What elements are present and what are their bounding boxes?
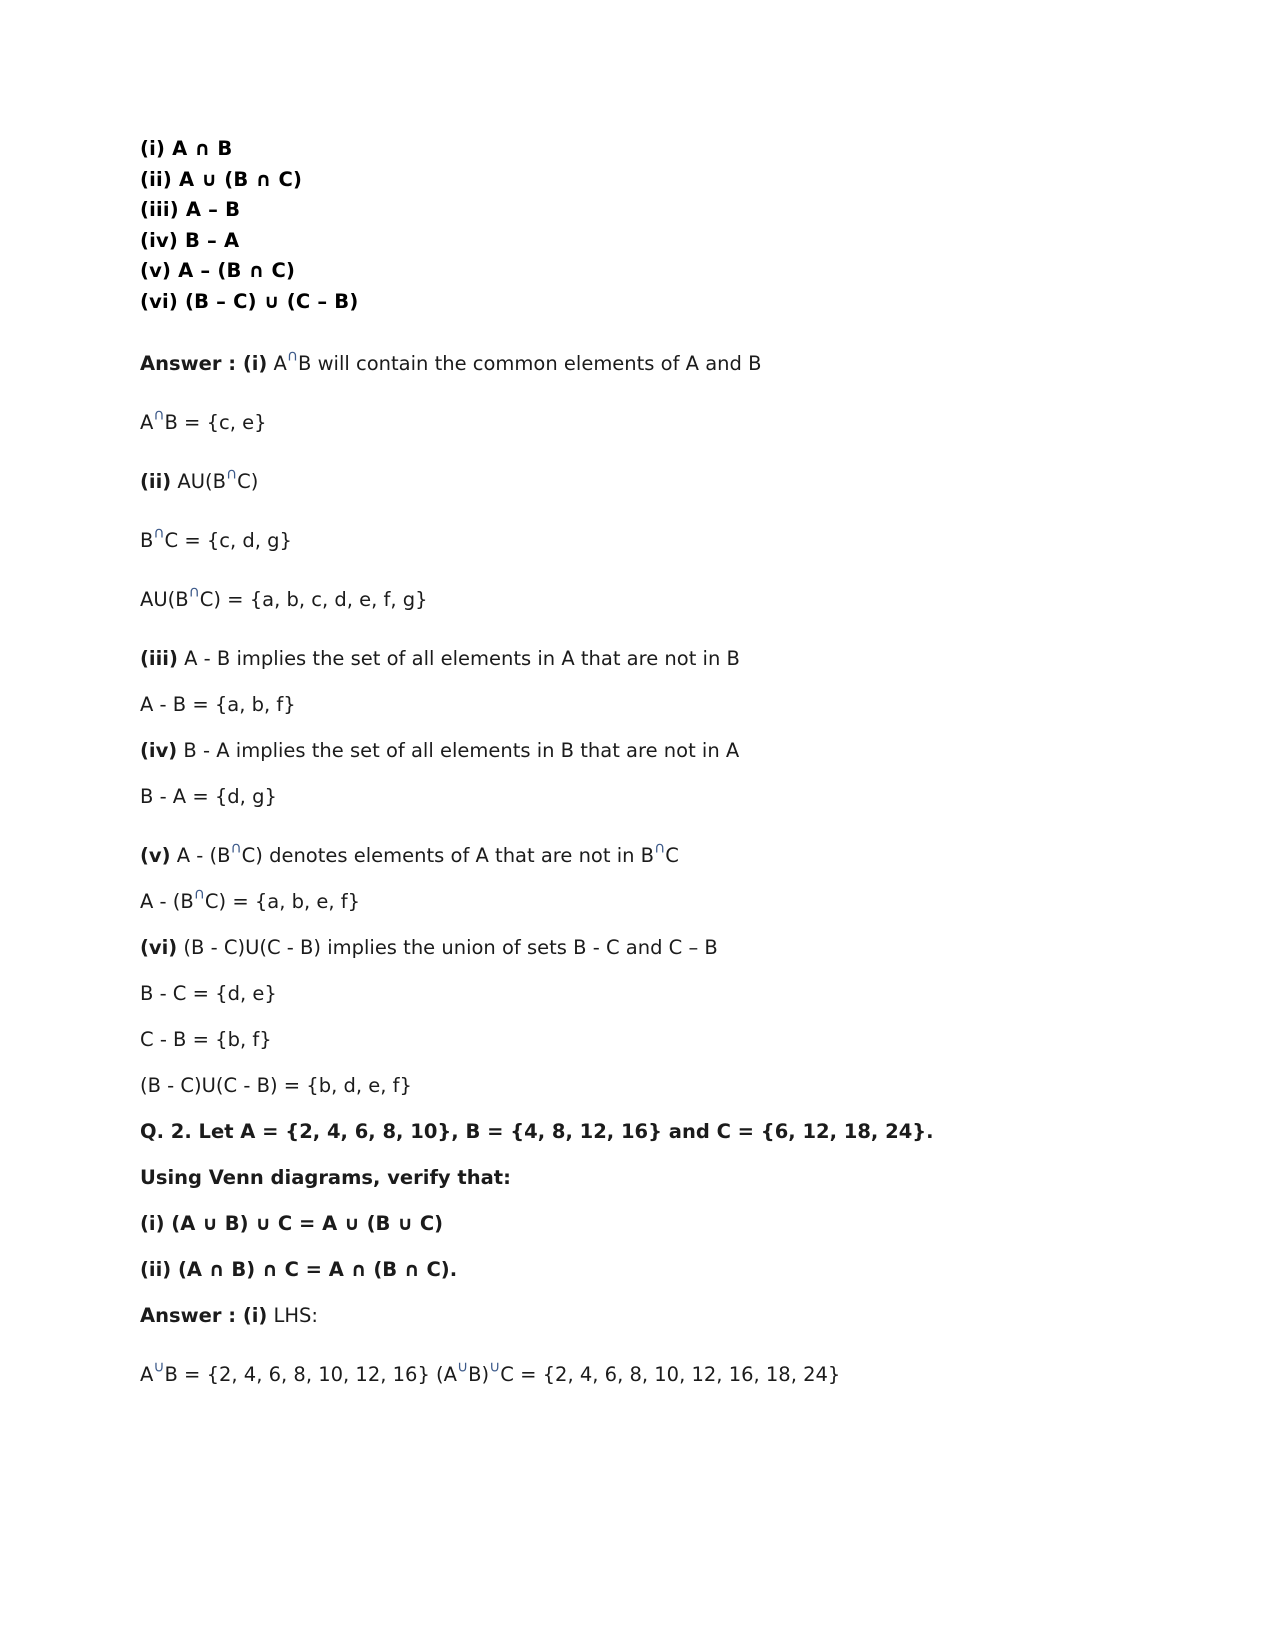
answer1-intro-b: B will contain the common elements of A and B (298, 352, 762, 375)
answer2-eq-b: B = {2, 4, 6, 8, 10, 12, 16} (A (164, 1363, 458, 1386)
intersection-icon: ∩ (230, 838, 242, 857)
answer1-line-iv-text: B - A implies the set of all elements in B that are not in A (177, 739, 740, 762)
answer1-intro-a: A (267, 352, 287, 375)
intersection-icon: ∩ (226, 464, 238, 483)
answer1-line-iii-text: A - B implies the set of all elements in A that are not in B (177, 647, 740, 670)
intersection-icon: ∩ (193, 884, 205, 903)
question-list (140, 134, 1140, 317)
answer1-line-ii-b: C) (237, 470, 259, 493)
union-icon: ∪ (153, 1357, 165, 1376)
answer2-lead-line (140, 1303, 1140, 1329)
answer2-lead: Answer : (i) (140, 1304, 268, 1327)
answer1-lead-iv: (iv) (140, 739, 178, 762)
answer1-line-v-a: A - (B (170, 844, 231, 867)
answer1-lead-ii: (ii) (140, 470, 172, 493)
answer1-lead-vi: (vi) (140, 936, 178, 959)
question-list-item-6: (vi) (B – C) ∪ (C – B) (140, 289, 359, 313)
question2-instruction: Using Venn diagrams, verify that: (140, 1166, 511, 1189)
answer1-intro-line (140, 346, 1140, 377)
answer1-result-v-b: C) = {a, b, e, f} (204, 890, 361, 913)
answer1-aubc (140, 582, 1140, 613)
answer1-result-vi-bc: B - C = {d, e} (140, 982, 277, 1005)
answer1-lead: Answer : (i) (140, 352, 268, 375)
answer1-result-iii: A - B = {a, b, f} (140, 693, 296, 716)
answer1-line-v-b: C) denotes elements of A that are not in B (241, 844, 655, 867)
answer1-result-vi-cb: C - B = {b, f} (140, 1028, 272, 1051)
answer2-equation (140, 1357, 1140, 1388)
answer1-result-i (140, 405, 1140, 436)
document-content (140, 134, 1140, 1408)
answer1-result-v (140, 884, 1140, 915)
answer1-bc-a: B (140, 529, 154, 552)
answer1-result-v-a: A - (B (140, 890, 194, 913)
answer2-eq-c: B) (468, 1363, 490, 1386)
answer1-line-iii (140, 646, 1140, 672)
answer1-line-v-c: C (665, 844, 679, 867)
question2-stem: Q. 2. Let A = {2, 4, 6, 8, 10}, B = {4, 8, 12, 16} and C = {6, 12, 18, 24}. (140, 1120, 934, 1143)
intersection-icon: ∩ (153, 523, 165, 542)
answer1-result-vi-union: (B - C)U(C - B) = {b, d, e, f} (140, 1074, 412, 1097)
union-icon: ∪ (489, 1357, 501, 1376)
answer1-lead-iii: (iii) (140, 647, 178, 670)
answer1-bc-b: C = {c, d, g} (164, 529, 292, 552)
question-list-item-4: (iv) B – A (140, 228, 240, 252)
answer1-bc (140, 523, 1140, 554)
answer1-result-i-b: B = {c, e} (164, 411, 267, 434)
question2-item-i: (i) (A ∪ B) ∪ C = A ∪ (B ∪ C) (140, 1212, 444, 1235)
question-list-item-1: (i) A ∩ B (140, 137, 233, 160)
intersection-icon: ∩ (286, 346, 299, 365)
answer2-eq-a: A (140, 1363, 154, 1386)
answer1-line-ii (140, 464, 1140, 495)
answer1-line-iv (140, 738, 1140, 764)
answer1-aubc-b: C) = {a, b, c, d, e, f, g} (199, 588, 428, 611)
question-list-item-3: (iii) A – B (140, 198, 241, 221)
intersection-icon: ∩ (188, 582, 200, 601)
answer1-result-iv: B - A = {d, g} (140, 785, 277, 808)
intersection-icon: ∩ (654, 838, 666, 857)
answer1-line-vi (140, 935, 1140, 961)
answer1-line-ii-a: AU(B (171, 470, 226, 493)
intersection-icon: ∩ (153, 405, 165, 424)
answer1-line-v (140, 838, 1140, 869)
question-list-item-2: (ii) A ∪ (B ∩ C) (140, 167, 303, 191)
question-list-item-5: (v) A – (B ∩ C) (140, 259, 296, 282)
answer1-line-vi-text: (B - C)U(C - B) implies the union of sets B - C and C – B (177, 936, 718, 959)
answer1-aubc-a: AU(B (140, 588, 189, 611)
answer2-lhs-label: LHS: (267, 1304, 319, 1327)
union-icon: ∪ (457, 1357, 469, 1376)
question2-item-ii: (ii) (A ∩ B) ∩ C = A ∩ (B ∩ C). (140, 1258, 458, 1281)
answer2-eq-d: C = {2, 4, 6, 8, 10, 12, 16, 18, 24} (500, 1363, 841, 1386)
answer1-result-i-a: A (140, 411, 154, 434)
answer1-lead-v: (v) (140, 844, 171, 867)
